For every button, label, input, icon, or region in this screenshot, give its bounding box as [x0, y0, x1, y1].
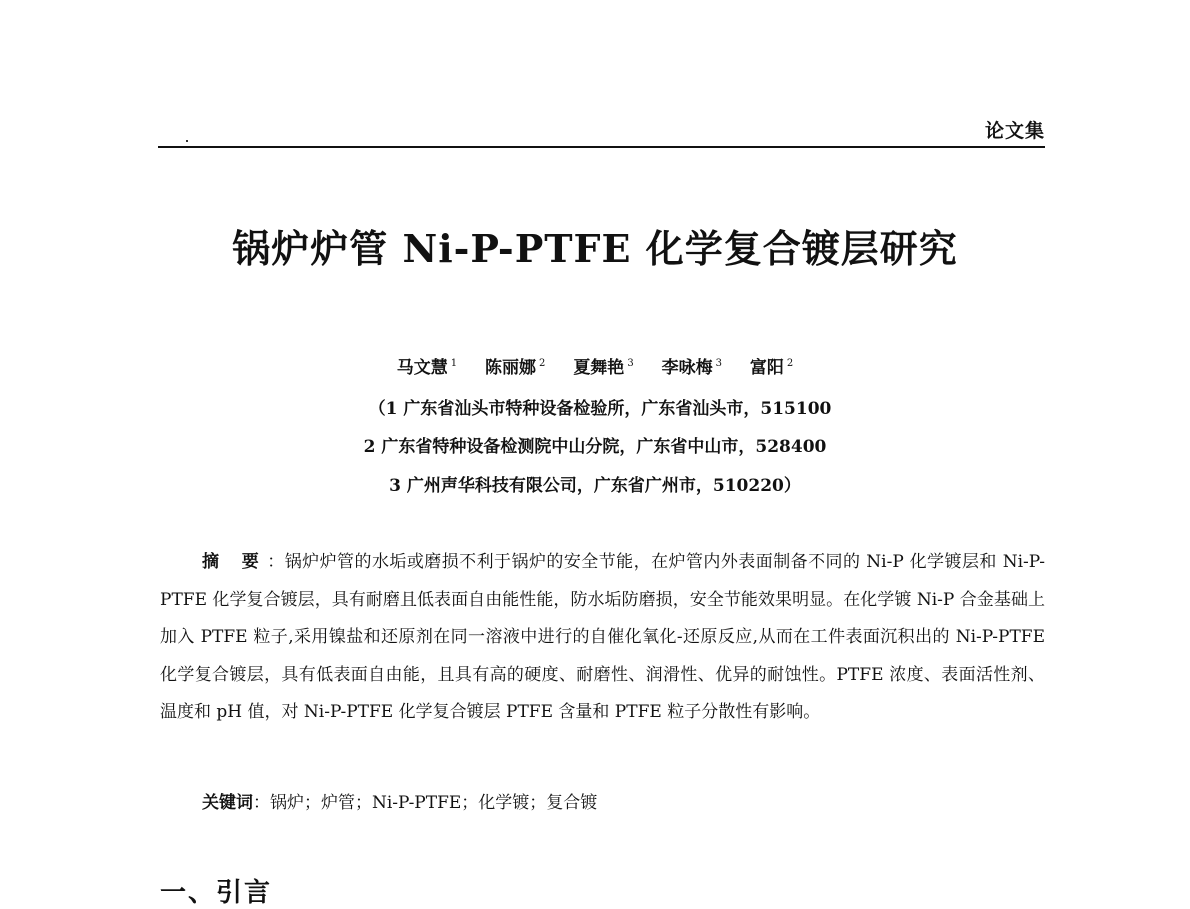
running-header: 论文集	[984, 120, 1045, 142]
author-name: 李咏梅	[661, 358, 713, 378]
abstract	[160, 544, 1045, 732]
affiliation-2: 2 广东省特种设备检测院中山分院，广东省中山市，528400	[363, 437, 827, 457]
author-name: 夏舞艳	[573, 358, 625, 378]
author-affiliation-mark: 3	[627, 358, 634, 370]
author-affiliation-mark: 1	[450, 358, 458, 370]
abstract-text: ：锅炉炉管的水垢或磨损不利于锅炉的安全节能，在炉管内外表面制备不同的 Ni-P 化学镀层和 Ni-P-PTFE 化学复合镀层，具有耐磨且低表面自由能性能，防水垢防磨损，安全节能效果明显。在化学镀 Ni-P 合金基础上加入 PTFE 粒子,采用镍盐和还原剂在同一溶液中进行的自催化氧化-还原反应,从而在工件表面沉积出的 Ni-P-PTFE 化学复合镀层，具有低表面自由能，且具有高的硬度、耐磨性、润滑性、优异的耐蚀性。PTFE 浓度、表面活性剂、温度和 pH 值，对 Ni-P-PTFE 化学复合镀层 PTFE 含量和 PTFE 粒子分散性有影响。	[160, 552, 1046, 722]
keywords	[202, 788, 597, 813]
author	[397, 358, 457, 378]
paper-title: 锅炉炉管 Ni-P-PTFE 化学复合镀层研究	[232, 226, 958, 271]
author-affiliation-mark: 2	[786, 358, 794, 370]
header-rule	[158, 146, 1045, 148]
author-affiliation-mark: 2	[539, 358, 546, 370]
author-name: 马文慧	[396, 358, 448, 378]
author	[750, 358, 793, 378]
keywords-text: ：锅炉；炉管；Ni-P-PTFE；化学镀；复合镀	[253, 793, 598, 813]
author	[662, 358, 722, 378]
author-name: 富阳	[749, 358, 784, 378]
scan-dot	[186, 140, 188, 142]
author-affiliation-mark: 3	[715, 358, 722, 370]
author-list	[0, 353, 1190, 378]
keywords-label: 关键词	[202, 793, 253, 813]
author	[485, 358, 545, 378]
affiliation-3: 3 广州声华科技有限公司，广东省广州市，510220）	[389, 476, 801, 496]
author-name: 陈丽娜	[485, 358, 537, 378]
abstract-label: 摘 要	[202, 552, 268, 572]
affiliation-1: （1 广东省汕头市特种设备检验所，广东省汕头市，515100	[368, 399, 832, 419]
author	[573, 358, 633, 378]
section-heading: 一、引言	[160, 878, 273, 908]
